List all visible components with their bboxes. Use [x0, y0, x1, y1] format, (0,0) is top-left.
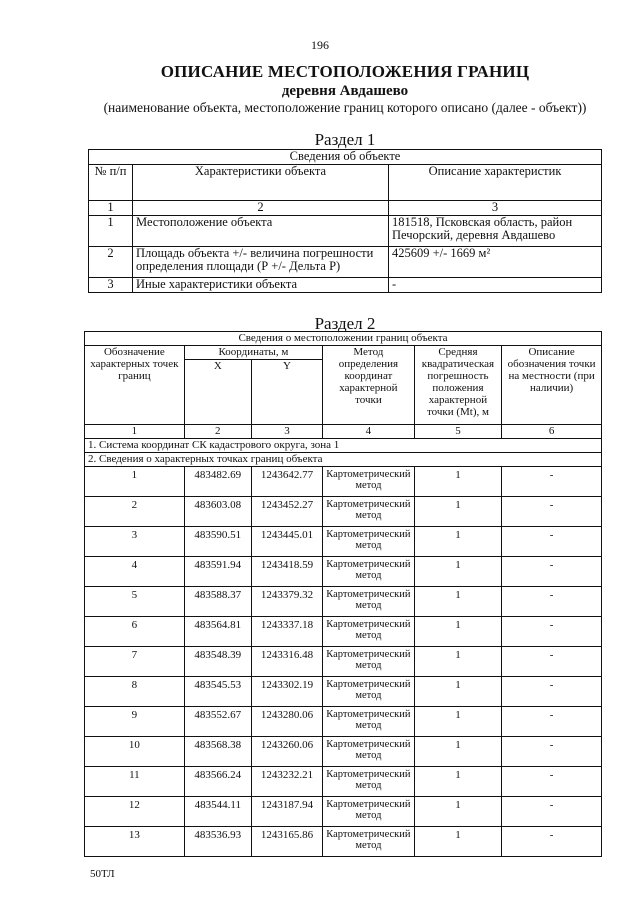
- point-number: 3: [85, 527, 185, 557]
- point-description: -: [502, 827, 602, 857]
- error-value: 1: [414, 497, 502, 527]
- error-value: 1: [414, 707, 502, 737]
- header-y: Y: [251, 360, 322, 425]
- y-coordinate: 1243316.48: [251, 647, 322, 677]
- coordinate-system: 1. Система координат СК кадастрового округа, зона 1: [85, 439, 602, 453]
- row-number: 1: [89, 216, 133, 247]
- error-value: 1: [414, 467, 502, 497]
- boundary-points-table: [84, 331, 602, 857]
- y-coordinate: 1243187.94: [251, 797, 322, 827]
- point-description: -: [502, 557, 602, 587]
- point-number: 9: [85, 707, 185, 737]
- column-number: 3: [389, 201, 602, 216]
- x-coordinate: 483564.81: [184, 617, 251, 647]
- header-x: X: [184, 360, 251, 425]
- method: Картометрический метод: [323, 767, 415, 797]
- column-number: 1: [89, 201, 133, 216]
- table-row: [85, 647, 602, 677]
- x-coordinate: 483536.93: [184, 827, 251, 857]
- point-number: 4: [85, 557, 185, 587]
- row-number: 2: [89, 247, 133, 278]
- y-coordinate: 1243165.86: [251, 827, 322, 857]
- object-note: (наименование объекта, местоположение границ которого описано (далее - объект)): [103, 100, 587, 115]
- table-row: [89, 247, 602, 278]
- characteristic-name: Площадь объекта +/- величина погрешности определения площади (Р +/- Дельта Р): [133, 247, 389, 278]
- document-title: ОПИСАНИЕ МЕСТОПОЛОЖЕНИЯ ГРАНИЦ: [160, 62, 530, 81]
- header-characteristic: Характеристики объекта: [133, 165, 389, 201]
- method: Картометрический метод: [323, 737, 415, 767]
- y-coordinate: 1243452.27: [251, 497, 322, 527]
- y-coordinate: 1243642.77: [251, 467, 322, 497]
- table-row: [89, 216, 602, 247]
- object-info-table-title: Сведения об объекте: [89, 150, 602, 165]
- point-description: -: [502, 677, 602, 707]
- table-row: [85, 737, 602, 767]
- x-coordinate: 483544.11: [184, 797, 251, 827]
- table-row: [85, 707, 602, 737]
- table-row: [85, 587, 602, 617]
- point-number: 7: [85, 647, 185, 677]
- table-row: [85, 677, 602, 707]
- method: Картометрический метод: [323, 557, 415, 587]
- column-number: 3: [251, 425, 322, 439]
- error-value: 1: [414, 767, 502, 797]
- method: Картометрический метод: [323, 617, 415, 647]
- table-row: [85, 827, 602, 857]
- point-number: 8: [85, 677, 185, 707]
- y-coordinate: 1243232.21: [251, 767, 322, 797]
- method: Картометрический метод: [323, 587, 415, 617]
- point-description: -: [502, 587, 602, 617]
- error-value: 1: [414, 737, 502, 767]
- header-point-description: Описание обозначения точки на местности (при наличии): [502, 346, 602, 425]
- x-coordinate: 483548.39: [184, 647, 251, 677]
- footer-code: 50ТЛ: [90, 868, 115, 880]
- method: Картометрический метод: [323, 797, 415, 827]
- x-coordinate: 483568.38: [184, 737, 251, 767]
- x-coordinate: 483591.94: [184, 557, 251, 587]
- point-number: 1: [85, 467, 185, 497]
- point-description: -: [502, 497, 602, 527]
- point-number: 2: [85, 497, 185, 527]
- points-body: [85, 467, 602, 857]
- point-description: -: [502, 467, 602, 497]
- point-number: 12: [85, 797, 185, 827]
- point-description: -: [502, 617, 602, 647]
- point-description: -: [502, 767, 602, 797]
- x-coordinate: 483552.67: [184, 707, 251, 737]
- method: Картометрический метод: [323, 647, 415, 677]
- page-number: 196: [311, 38, 329, 52]
- header-error: Средняя квадратическая погрешность положения характерной точки (Mt), м: [414, 346, 502, 425]
- point-number: 5: [85, 587, 185, 617]
- column-number: 6: [502, 425, 602, 439]
- header-description: Описание характеристик: [389, 165, 602, 201]
- point-description: -: [502, 647, 602, 677]
- point-number: 10: [85, 737, 185, 767]
- x-coordinate: 483482.69: [184, 467, 251, 497]
- characteristic-value: 425609 +/- 1669 м²: [389, 247, 602, 278]
- y-coordinate: 1243280.06: [251, 707, 322, 737]
- characteristic-value: -: [389, 278, 602, 293]
- y-coordinate: 1243379.32: [251, 587, 322, 617]
- table-row: [85, 617, 602, 647]
- column-number: 2: [184, 425, 251, 439]
- characteristic-name: Местоположение объекта: [133, 216, 389, 247]
- section1-title: Раздел 1: [314, 130, 376, 149]
- y-coordinate: 1243260.06: [251, 737, 322, 767]
- point-description: -: [502, 707, 602, 737]
- table-row: [89, 278, 602, 293]
- header-point: Обозначение характерных точек границ: [85, 346, 185, 425]
- method: Картометрический метод: [323, 527, 415, 557]
- table-row: [85, 527, 602, 557]
- point-description: -: [502, 737, 602, 767]
- method: Картометрический метод: [323, 827, 415, 857]
- x-coordinate: 483545.53: [184, 677, 251, 707]
- point-number: 6: [85, 617, 185, 647]
- header-method: Метод определения координат характерной точки: [323, 346, 415, 425]
- error-value: 1: [414, 647, 502, 677]
- points-caption: 2. Сведения о характерных точках границ объекта: [85, 453, 602, 467]
- column-number: 2: [133, 201, 389, 216]
- table-row: [85, 767, 602, 797]
- error-value: 1: [414, 527, 502, 557]
- characteristic-value: 181518, Псковская область, район Печорский, деревня Авдашево: [389, 216, 602, 247]
- section2-title: Раздел 2: [314, 314, 376, 333]
- point-number: 11: [85, 767, 185, 797]
- method: Картометрический метод: [323, 497, 415, 527]
- column-number: 5: [414, 425, 502, 439]
- column-number: 1: [85, 425, 185, 439]
- method: Картометрический метод: [323, 677, 415, 707]
- point-description: -: [502, 797, 602, 827]
- table-row: [85, 557, 602, 587]
- y-coordinate: 1243445.01: [251, 527, 322, 557]
- point-number: 13: [85, 827, 185, 857]
- document-subtitle: деревня Авдашево: [281, 83, 409, 99]
- object-info-table: [88, 149, 602, 293]
- error-value: 1: [414, 827, 502, 857]
- error-value: 1: [414, 677, 502, 707]
- y-coordinate: 1243302.19: [251, 677, 322, 707]
- point-description: -: [502, 527, 602, 557]
- method: Картометрический метод: [323, 467, 415, 497]
- x-coordinate: 483566.24: [184, 767, 251, 797]
- y-coordinate: 1243418.59: [251, 557, 322, 587]
- y-coordinate: 1243337.18: [251, 617, 322, 647]
- table-row: [85, 467, 602, 497]
- table-row: [85, 797, 602, 827]
- characteristic-name: Иные характеристики объекта: [133, 278, 389, 293]
- error-value: 1: [414, 557, 502, 587]
- boundary-table-title: Сведения о местоположении границ объекта: [85, 332, 602, 346]
- error-value: 1: [414, 797, 502, 827]
- method: Картометрический метод: [323, 707, 415, 737]
- error-value: 1: [414, 617, 502, 647]
- header-coordinates: Координаты, м: [184, 346, 322, 360]
- x-coordinate: 483603.08: [184, 497, 251, 527]
- error-value: 1: [414, 587, 502, 617]
- table-row: [85, 497, 602, 527]
- x-coordinate: 483590.51: [184, 527, 251, 557]
- header-number: № п/п: [89, 165, 133, 201]
- x-coordinate: 483588.37: [184, 587, 251, 617]
- column-number: 4: [323, 425, 415, 439]
- row-number: 3: [89, 278, 133, 293]
